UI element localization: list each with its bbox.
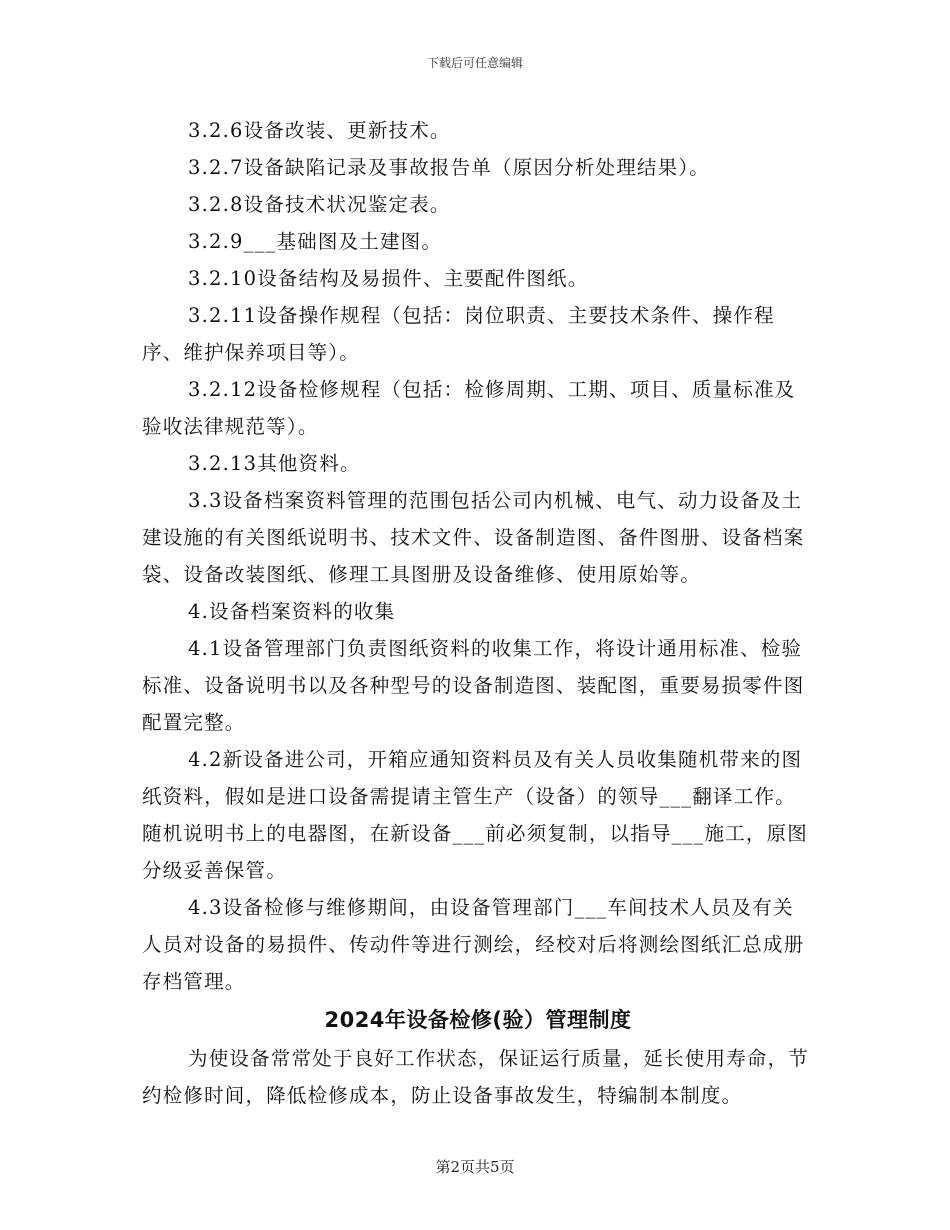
paragraph-3-2-10: 3.2.10设备结构及易损件、主要配件图纸。	[188, 267, 589, 290]
document-body	[142, 112, 814, 1114]
paragraph-3-3: 3.3设备档案资料管理的范围包括公司内机械、电气、动力设备及土建设施的有关图纸说明书、技术文件、设备制造图、备件图册、设备档案袋、设备改装图纸、修理工具图册及设备维修、使用原始等。	[142, 489, 805, 586]
paragraph-4-3: 4.3设备检修与维修期间，由设备管理部门___车间技术人员及有关人员对设备的易损件、传动件等进行测绘，经校对后将测绘图纸汇总成册存档管理。	[142, 896, 805, 993]
paragraph-4-2: 4.2新设备进公司，开箱应通知资料员及有关人员收集随机带来的图纸资料，假如是进口设备需提请主管生产（设备）的领导___翻译工作。随机说明书上的电器图，在新设备___前必须复制，以指导___施工，原图分级妥善保管。	[142, 748, 809, 882]
page-footer: 第2页共5页	[435, 1158, 515, 1176]
section-title: 2024年设备检修(验）管理制度	[324, 1008, 632, 1032]
paragraph-3-2-12: 3.2.12设备检修规程（包括：检修周期、工期、项目、质量标准及验收法律规范等）。	[142, 378, 796, 438]
paragraph-3-2-8: 3.2.8设备技术状况鉴定表。	[188, 193, 451, 216]
paragraph-3-2-6: 3.2.6设备改装、更新技术。	[188, 119, 451, 142]
page-header: 下载后可任意编辑	[426, 56, 523, 70]
paragraph-intro: 为使设备常常处于良好工作状态，保证运行质量，延长使用寿命，节约检修时间，降低检修成本，防止设备事故发生，特编制本制度。	[142, 1047, 810, 1107]
paragraph-4-1: 4.1设备管理部门负责图纸资料的收集工作，将设计通用标准、检验标准、设备说明书以及各种型号的设备制造图、装配图，重要易损零件图配置完整。	[142, 637, 805, 734]
paragraph-3-2-13: 3.2.13其他资料。	[188, 452, 361, 475]
paragraph-3-2-11: 3.2.11设备操作规程（包括：岗位职责、主要技术条件、操作程序、维护保养项目等）。	[142, 304, 775, 364]
paragraph-4-heading: 4.设备档案资料的收集	[188, 600, 396, 623]
paragraph-3-2-7: 3.2.7设备缺陷记录及事故报告单（原因分析处理结果）。	[188, 156, 710, 179]
paragraph-3-2-9: 3.2.9___基础图及土建图。	[188, 230, 443, 253]
